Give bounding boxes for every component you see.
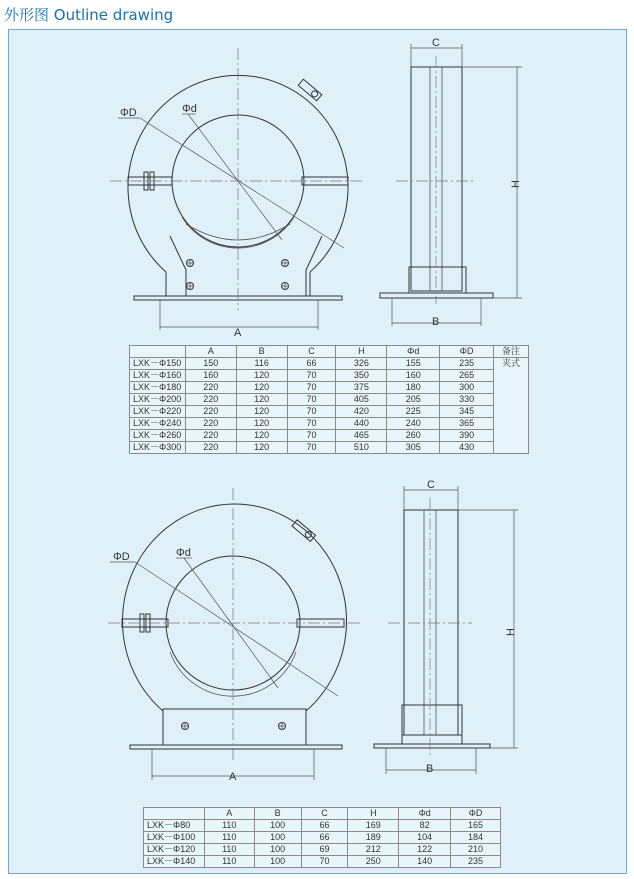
value-cell: 235 [451,856,501,868]
value-cell: 100 [254,844,301,856]
value-cell: 120 [236,370,287,382]
value-cell: 345 [440,406,494,418]
model-cell: LXK－Φ180 [130,382,186,394]
model-cell: LXK－Φ150 [130,358,186,370]
front-view-2 [108,488,360,783]
value-cell: 169 [348,820,399,832]
table-row [130,418,529,430]
value-cell: 122 [399,844,451,856]
value-cell: 365 [440,418,494,430]
value-cell: 70 [287,406,336,418]
table-row [144,844,501,856]
table-header-row [144,808,501,820]
value-cell: 225 [387,406,440,418]
value-cell: 70 [287,394,336,406]
value-cell: 70 [287,430,336,442]
value-cell: 69 [301,844,348,856]
model-cell: LXK－Φ120 [144,844,205,856]
spec-table-small [143,807,501,868]
header-cell [144,808,205,820]
table-row [130,382,529,394]
value-cell: 220 [185,430,236,442]
page-title: 外形图 Outline drawing [4,6,174,24]
value-cell: 330 [440,394,494,406]
value-cell: 220 [185,418,236,430]
value-cell: 70 [287,442,336,454]
model-cell: LXK－Φ140 [144,856,205,868]
value-cell: 155 [387,358,440,370]
dim-label-C: C [432,37,440,49]
header-cell: H [348,808,399,820]
header-cell: C [287,346,336,358]
header-cell: Φd [387,346,440,358]
value-cell: 120 [236,418,287,430]
value-cell: 100 [254,832,301,844]
value-cell: 189 [348,832,399,844]
header-cell [130,346,186,358]
value-cell: 465 [336,430,387,442]
value-cell: 150 [185,358,236,370]
front-view-1 [110,48,365,339]
dim-label-phi-d: Φd [182,103,197,115]
value-cell: 120 [236,394,287,406]
value-cell: 326 [336,358,387,370]
side-view-2 [374,479,518,775]
spec-table-large [129,345,529,454]
header-cell: A [204,808,254,820]
value-cell: 405 [336,394,387,406]
model-cell: LXK－Φ100 [144,832,205,844]
table-row [130,406,529,418]
terminal-icon [298,79,322,101]
value-cell: 66 [301,820,348,832]
table-row [130,442,529,454]
model-cell: LXK－Φ260 [130,430,186,442]
value-cell: 305 [387,442,440,454]
dim-label-phi-d: Φd [176,547,191,559]
dim-label-C: C [427,479,435,491]
value-cell: 66 [287,358,336,370]
value-cell: 210 [451,844,501,856]
table-row [130,430,529,442]
value-cell: 120 [236,382,287,394]
dim-label-A: A [229,771,237,783]
value-cell: 420 [336,406,387,418]
table-row [130,370,529,382]
dim-label-phi-D: ΦD [120,107,137,119]
value-cell: 240 [387,418,440,430]
value-cell: 390 [440,430,494,442]
table-row [130,394,529,406]
value-cell: 100 [254,820,301,832]
dim-label-H: H [505,628,517,636]
value-cell: 220 [185,406,236,418]
value-cell: 300 [440,382,494,394]
table-row [144,856,501,868]
value-cell: 375 [336,382,387,394]
header-cell: H [336,346,387,358]
value-cell: 120 [236,442,287,454]
value-cell: 160 [387,370,440,382]
model-cell: LXK－Φ300 [130,442,186,454]
bolt-icon [186,259,289,290]
value-cell: 165 [451,820,501,832]
value-cell: 430 [440,442,494,454]
dim-label-phi-D: ΦD [113,551,130,563]
value-cell: 110 [204,844,254,856]
dim-label-B: B [426,763,434,775]
table-row [130,358,529,370]
value-cell: 510 [336,442,387,454]
value-cell: 205 [387,394,440,406]
dim-label-B: B [432,316,440,328]
bolt-icon [181,722,286,730]
value-cell: 184 [451,832,501,844]
value-cell: 250 [348,856,399,868]
value-cell: 70 [301,856,348,868]
value-cell: 120 [236,430,287,442]
value-cell: 104 [399,832,451,844]
value-cell: 220 [185,382,236,394]
table-row [144,820,501,832]
value-cell: 235 [440,358,494,370]
model-cell: LXK－Φ220 [130,406,186,418]
header-cell: ΦD [440,346,494,358]
value-cell: 110 [204,832,254,844]
header-cell: ΦD [451,808,501,820]
value-cell: 212 [348,844,399,856]
header-cell: Φd [399,808,451,820]
header-cell: A [185,346,236,358]
value-cell: 265 [440,370,494,382]
value-cell: 160 [185,370,236,382]
header-cell-remark: 备注 [494,346,529,358]
model-cell: LXK－Φ240 [130,418,186,430]
value-cell: 180 [387,382,440,394]
value-cell: 100 [254,856,301,868]
value-cell: 440 [336,418,387,430]
value-cell: 82 [399,820,451,832]
model-cell: LXK－Φ160 [130,370,186,382]
side-view-1 [380,37,522,328]
value-cell: 220 [185,394,236,406]
value-cell: 116 [236,358,287,370]
header-cell: B [236,346,287,358]
value-cell: 120 [236,406,287,418]
value-cell: 70 [287,370,336,382]
value-cell: 140 [399,856,451,868]
model-cell: LXK－Φ200 [130,394,186,406]
value-cell: 110 [204,820,254,832]
value-cell: 66 [301,832,348,844]
value-cell: 350 [336,370,387,382]
value-cell: 260 [387,430,440,442]
table-header-row [130,346,529,358]
dim-label-H: H [510,180,522,188]
header-cell: C [301,808,348,820]
value-cell: 70 [287,418,336,430]
header-cell: B [254,808,301,820]
remark-cell: 夹式 [494,358,529,454]
table-row [144,832,501,844]
value-cell: 220 [185,442,236,454]
dim-label-A: A [234,327,242,339]
value-cell: 70 [287,382,336,394]
value-cell: 110 [204,856,254,868]
model-cell: LXK－Φ80 [144,820,205,832]
